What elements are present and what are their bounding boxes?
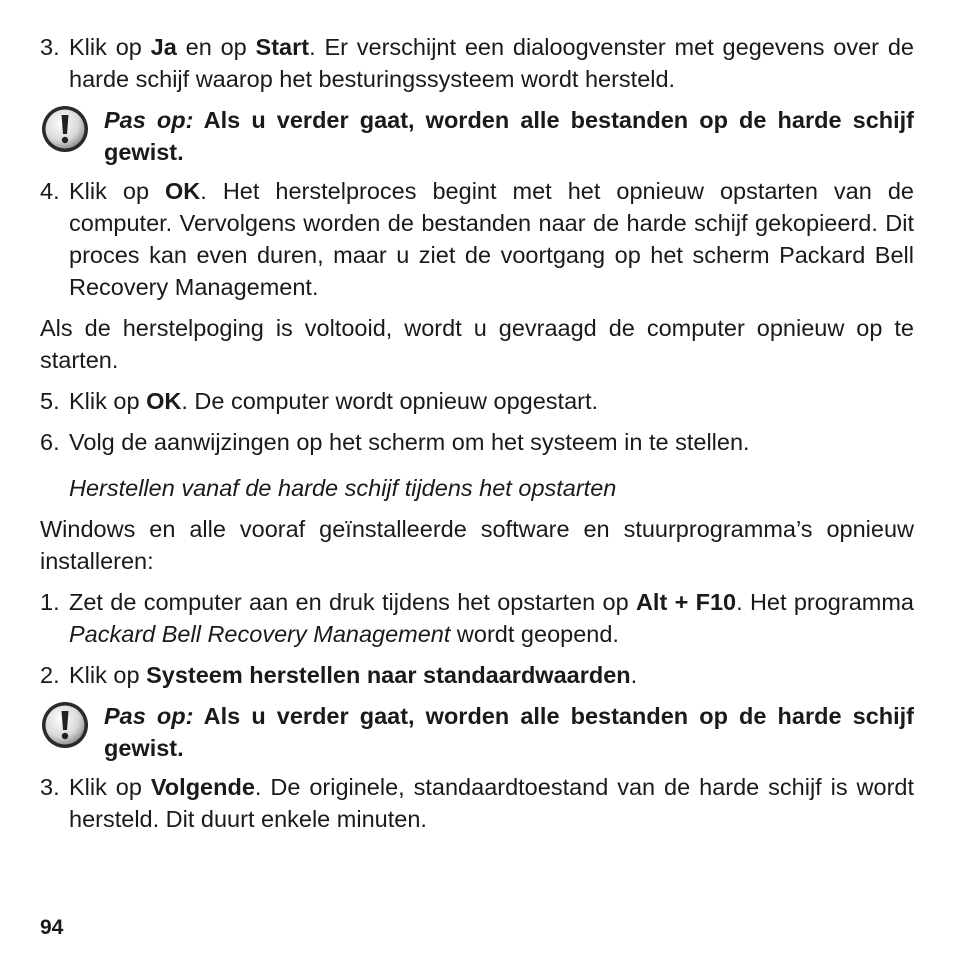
section-intro: Windows en alle vooraf geïnstalleerde software en stuurprogramma’s opnieuw installeren: bbox=[40, 516, 914, 574]
step-text: Klik op OK. Het herstelproces begint met het opnieuw opstarten van de computer. Vervolgens worden de bestanden naar de harde schijf gekopieerd. Dit proces kan even duren, maar u ziet de voortgang op het scherm Packard Bell Recovery Management. bbox=[69, 178, 914, 300]
step-6 bbox=[40, 426, 914, 458]
step-text: Volg de aanwijzingen op het scherm om het systeem in te stellen. bbox=[69, 429, 750, 455]
exclamation-warning-icon bbox=[40, 104, 104, 168]
exclamation-warning-icon bbox=[40, 700, 104, 764]
step-text: Klik op Ja en op Start. Er verschijnt een dialoogvenster met gegevens over de harde schijf waarop het besturingssysteem wordt hersteld. bbox=[69, 34, 914, 92]
step-number: 3. bbox=[40, 34, 60, 60]
step-text: Zet de computer aan en druk tijdens het opstarten op Alt + F10. Het programma Packard Bell Recovery Management wordt geopend. bbox=[69, 589, 914, 647]
step-3-b bbox=[40, 771, 914, 835]
step-text: Klik op Volgende. De originele, standaardtoestand van de harde schijf is wordt hersteld. Dit duurt enkele minuten. bbox=[69, 774, 914, 832]
step-4 bbox=[40, 175, 914, 303]
warning-text: Pas op: Als u verder gaat, worden alle bestanden op de harde schijf gewist. bbox=[104, 703, 914, 761]
step-1-b bbox=[40, 586, 914, 650]
step-number: 2. bbox=[40, 662, 60, 688]
step-text: Klik op OK. De computer wordt opnieuw opgestart. bbox=[69, 388, 599, 414]
warning-text: Pas op: Als u verder gaat, worden alle bestanden op de harde schijf gewist. bbox=[104, 107, 914, 165]
section-heading: Herstellen vanaf de harde schijf tijdens het opstarten bbox=[69, 475, 617, 501]
step-2-b bbox=[40, 659, 914, 691]
step-number: 6. bbox=[40, 429, 60, 455]
step-number: 5. bbox=[40, 388, 60, 414]
step-3-a bbox=[40, 31, 914, 95]
step-text: Klik op Systeem herstellen naar standaardwaarden. bbox=[69, 662, 638, 688]
step-number: 1. bbox=[40, 589, 60, 615]
warning-note-1 bbox=[40, 104, 914, 168]
page-number: 94 bbox=[40, 916, 64, 939]
paragraph-restart: Als de herstelpoging is voltooid, wordt u gevraagd de computer opnieuw op te starten. bbox=[40, 315, 914, 373]
warning-note-2 bbox=[40, 700, 914, 764]
step-number: 4. bbox=[40, 178, 60, 204]
step-number: 3. bbox=[40, 774, 60, 800]
step-5 bbox=[40, 385, 914, 417]
document-page bbox=[40, 31, 914, 844]
